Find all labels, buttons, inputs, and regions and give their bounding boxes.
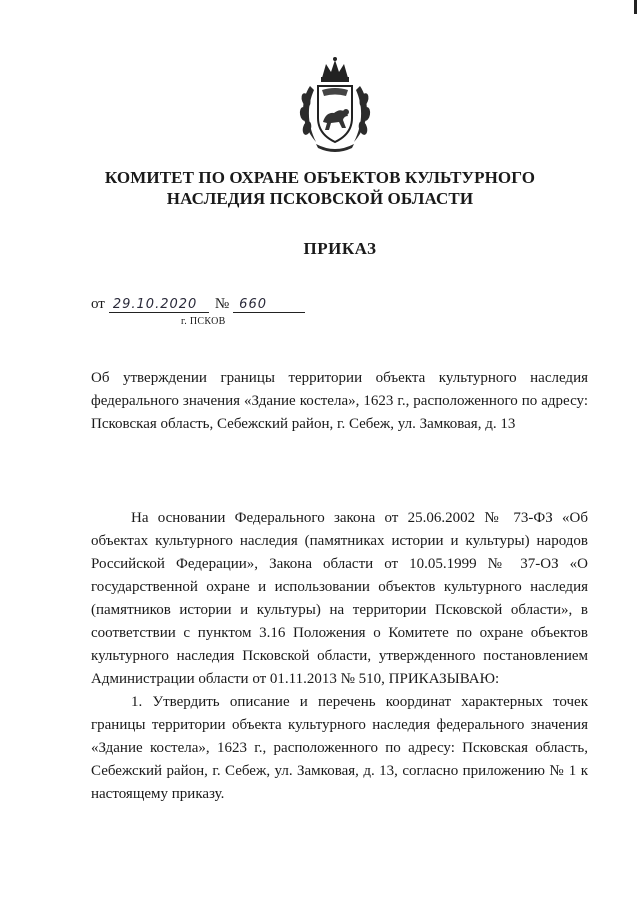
handwritten-number: 660 <box>233 297 305 313</box>
organization-title <box>60 167 580 209</box>
pskov-coat-of-arms-icon <box>296 56 374 156</box>
order-subject: Об утверждении границы территории объекта культурного наследия федерального значения «Здание костела», 1623 г., расположенного по адресу: Псковская область, Себежский район, г. Себеж, ул. Замковая, д. 13 <box>91 370 588 432</box>
number-sign: № <box>214 296 230 312</box>
date-prefix: от <box>91 296 105 312</box>
order-body <box>91 507 588 806</box>
title-line-1: КОМИТЕТ ПО ОХРАНЕ ОБЪЕКТОВ КУЛЬТУРНОГО <box>104 168 536 187</box>
handwritten-date: 29.10.2020 <box>109 297 209 313</box>
basis-paragraph: На основании Федерального закона от 25.06.2002 № 73-ФЗ «Об объектах культурного наследия (памятниках истории и культуры) народов Российской Федерации», Закона области от 10.05.1999 № 37-ОЗ «О государственной охране и использовании объектов культурного наследия (памятников истории и культуры) на территории Псковской области», в соответствии с пунктом 3.16 Положения о Комитете по охране объектов культурного наследия Псковской области, утвержденного постановлением Администрации области от 01.11.2013 № 510, ПРИКАЗЫВАЮ: <box>91 510 588 687</box>
scan-edge-mark <box>634 0 637 14</box>
city-label: г. ПСКОВ <box>181 316 226 327</box>
order-item-1: 1. Утвердить описание и перечень координат характерных точек границы территории объекта культурного наследия федерального значения «Здание костела», 1623 г., расположенного по адресу: Псковская область, Себежский район, г. Себеж, ул. Замковая, д. 13, согласно приложению № 1 к настоящему приказу. <box>91 694 588 802</box>
title-line-2: НАСЛЕДИЯ ПСКОВСКОЙ ОБЛАСТИ <box>166 189 474 208</box>
document-type-heading: ПРИКАЗ <box>303 239 377 258</box>
date-number-line <box>91 296 305 313</box>
